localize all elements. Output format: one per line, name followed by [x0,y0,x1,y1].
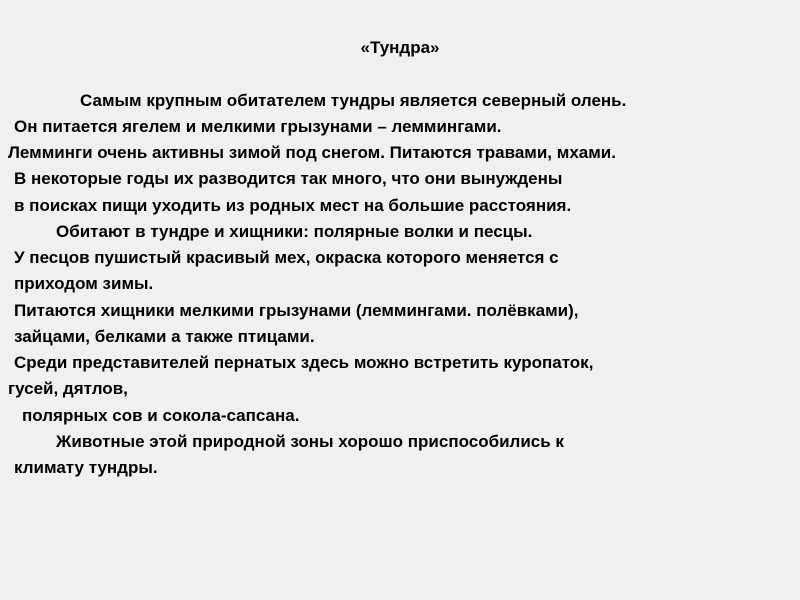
text-line: Лемминги очень активны зимой под снегом. Питаются травами, мхами. [8,143,616,162]
text-line: Обитают в тундре и хищники: полярные волки и песцы. [56,222,533,241]
text-line: приходом зимы. [14,274,154,293]
text-line: Он питается ягелем и мелкими грызунами – леммингами. [14,117,502,136]
text-line: гусей, дятлов, [8,379,128,398]
slide-title: «Тундра» [360,38,440,57]
text-line: зайцами, белками а также птицами. [14,327,315,346]
text-line: в поисках пищи уходить из родных мест на большие расстояния. [14,196,572,215]
text-line: климату тундры. [14,458,158,477]
text-line: Самым крупным обитателем тундры является северный олень. [80,91,627,110]
text-line: Среди представителей пернатых здесь можно встретить куропаток, [14,353,594,372]
text-line: полярных сов и сокола-сапсана. [22,406,300,425]
text-line: В некоторые годы их разводится так много, что они вынуждены [14,169,563,188]
text-line: Питаются хищники мелкими грызунами (леммингами. полёвками), [14,301,579,320]
text-line: У песцов пушистый красивый мех, окраска которого меняется с [14,248,559,267]
text-line: Животные этой природной зоны хорошо приспособились к [56,432,564,451]
